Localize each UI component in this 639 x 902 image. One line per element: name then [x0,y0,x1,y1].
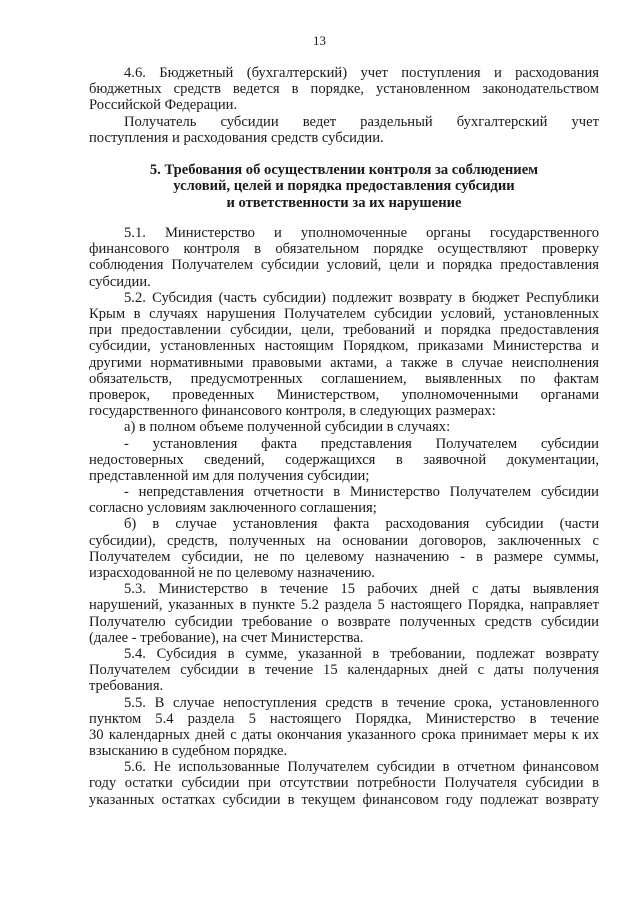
text-line: финансового контроля в обязательном порядке осуществляют проверку [89,241,599,258]
text-line: нарушений, указанных в пункте 5.2 раздела 5 настоящего Порядка, направляет [89,597,599,614]
text-line: а) в полном объеме полученной субсидии в случаях: [124,419,451,436]
text-line: 4.6. Бюджетный (бухгалтерский) учет поступления и расходования [124,65,599,81]
paragraph-5-2 [89,290,599,420]
section-5-heading [89,162,599,211]
text-line: Крым в случаях нарушения Получателем субсидии условий, установленных [89,306,599,323]
text-line: указанных остатках субсидии в текущем финансовом году подлежат возврату [89,791,599,808]
paragraph-4-6 [89,65,599,114]
text-line: пунктом 5.4 раздела 5 настоящего Порядка, Министерство в течение [89,710,599,727]
paragraph-5-2-b [89,516,599,581]
text-line: Получателем субсидии, не по целевому назначению - в размере суммы, [89,548,599,565]
text-line: при предоставлении субсидии, цели, требований и порядка предоставления [89,322,599,339]
text-line: государственного финансового контроля, в следующих размерах: [89,403,496,420]
paragraph-5-2-a [89,419,599,435]
page-number: 13 [313,33,326,48]
text-line: требования. [89,678,164,695]
text-line: году остатки субсидии при отсутствии потребности Получателя субсидии в [89,775,599,792]
heading-line: и ответственности за их нарушение [226,194,462,211]
text-line: 5.6. Не использованные Получателем субсидии в отчетном финансовом [124,759,599,776]
text-line: Получатель субсидии ведет раздельный бухгалтерский учет [124,113,599,130]
text-line: 5.5. В случае непоступления средств в течение срока, установленного [124,694,599,711]
text-line: субсидии), средств, полученных на основании договоров, заключенных с [89,532,599,549]
heading-line: условий, целей и порядка предоставления субсидии [173,178,515,195]
paragraph-recipient-accounting [89,114,599,146]
text-line: Российской Федерации. [89,97,238,114]
text-line: израсходованной не по целевому назначению. [89,565,375,582]
paragraph-5-4 [89,646,599,695]
text-line: поступления и расходования средств субсидии. [89,129,384,146]
text-line: Получателем субсидии в течение 15 календарных дней с даты получения [89,662,599,679]
paragraph-5-2-a-item-2 [89,484,599,516]
text-line: (далее - требование), на счет Министерства. [89,629,364,646]
text-line: согласно условиям заключенного соглашения; [89,500,377,517]
text-line: недостоверных сведений, содержащихся в заявочной документации, [89,451,599,468]
paragraph-5-1 [89,225,599,290]
text-line: обязательств, предусмотренных соглашением, выявленных по фактам [89,370,599,387]
text-line: другими нормативными правовыми актами, а также в случае неисполнения [89,354,599,371]
heading-line: 5. Требования об осуществлении контроля за соблюдением [149,161,539,178]
text-line: субсидии. [89,273,151,290]
paragraph-5-5 [89,695,599,760]
text-line: соблюдения Получателем субсидии условий, цели и порядка предоставления [89,257,599,274]
text-line: бюджетных средств ведется в порядке, установленном законодательством [89,81,599,98]
paragraph-5-6 [89,759,599,808]
text-line: 5.3. Министерство в течение 15 рабочих дней с даты выявления [124,581,599,598]
text-line: - непредставления отчетности в Министерство Получателем субсидии [124,484,599,501]
text-line: взысканию в судебном порядке. [89,743,288,760]
text-line: 5.1. Министерство и уполномоченные органы государственного [124,225,599,242]
text-line: - установления факта представления Получателем субсидии [124,435,599,452]
text-line: субсидии, установленных настоящим Порядком, приказами Министерства и [89,338,599,355]
text-line: 5.4. Субсидия в сумме, указанной в требовании, подлежат возврату [124,645,599,662]
text-line: проверок, проведенных Министерством, уполномоченными органами [89,386,599,403]
document-body [89,65,599,808]
text-line: Получателю субсидии требование о возврате полученных средств субсидии [89,613,599,630]
text-line: б) в случае установления факта расходования субсидии (части [124,516,599,533]
paragraph-5-2-a-item-1 [89,436,599,485]
paragraph-5-3 [89,581,599,646]
text-line: 30 календарных дней с даты окончания указанного срока принимает меры к их [89,726,599,743]
text-line: представленной им для получения субсидии; [89,467,370,484]
text-line: 5.2. Субсидия (часть субсидии) подлежит возврату в бюджет Республики [124,289,599,306]
